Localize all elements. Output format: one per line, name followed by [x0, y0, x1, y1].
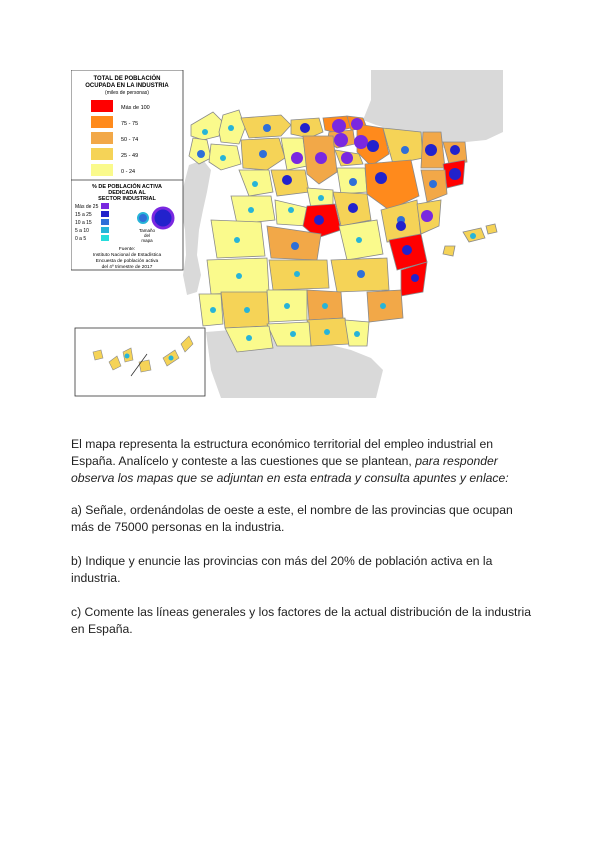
legend-swatch-0: [91, 100, 113, 112]
intro-paragraph: [71, 436, 531, 487]
legend-subtitle: (miles de personas): [105, 90, 149, 96]
question-c: [71, 604, 531, 638]
pct-swatch-0: [101, 203, 109, 209]
size-sample-small: [138, 213, 148, 223]
pct-title-3: SECTOR INDUSTRIAL: [98, 196, 156, 202]
map-legend: [71, 70, 183, 270]
question-b-text: b) Indique y enuncie las provincias con más del 20% de población activa en la industria.: [71, 554, 493, 585]
pct-label-0: Más de 25: [75, 204, 99, 210]
pct-label-2: 10 a 15: [75, 220, 92, 226]
legend-range-label-4: 0 - 24: [121, 169, 136, 175]
legend-range-label-2: 50 - 74: [121, 137, 139, 143]
question-b: [71, 553, 531, 587]
legend-range-label-1: 75 - 75: [121, 121, 139, 127]
intro-text: El mapa representa la estructura económico territorial del empleo industrial en España. Analícelo y conteste a las cuestiones que se plantean,: [71, 437, 494, 468]
pct-swatch-2: [101, 219, 109, 225]
industry-employment-map: [71, 70, 503, 398]
pct-title-1: % DE POBLACIÓN ACTIVA: [92, 184, 162, 190]
pct-label-1: 15 a 25: [75, 212, 92, 218]
pct-swatch-1: [101, 211, 109, 217]
pct-swatch-4: [101, 235, 109, 241]
size-caption-3: mapa: [141, 238, 153, 243]
size-caption-1: Tamaño: [138, 228, 156, 233]
size-sample-large: [153, 208, 173, 228]
legend-swatch-1: [91, 116, 113, 128]
legend-range-label-0: Más de 100: [121, 105, 150, 111]
legend-range-label-3: 25 - 49: [121, 153, 139, 159]
pct-title-2: DEDICADA AL: [108, 190, 146, 196]
size-caption-2: del: [143, 233, 151, 238]
source-4: del 4º trimestre de 2017: [101, 265, 153, 270]
question-a: [71, 502, 531, 536]
legend-title-2: OCUPADA EN LA INDUSTRIA: [85, 83, 169, 89]
pct-label-3: 5 a 10: [75, 228, 89, 234]
legend-swatch-3: [91, 148, 113, 160]
question-c-text: c) Comente las líneas generales y los factores de la actual distribución de la industria en España.: [71, 605, 531, 636]
source-3: Encuesta de población activa: [95, 259, 159, 264]
question-a-text: a) Señale, ordenándolas de oeste a este, el nombre de las provincias que ocupan más de 75000 personas en la industria.: [71, 503, 513, 534]
pct-swatch-3: [101, 227, 109, 233]
legend-title-1: TOTAL DE POBLACIÓN: [93, 76, 161, 82]
canary-islands-inset: [75, 328, 205, 396]
pct-label-4: 0 a 5: [75, 236, 87, 242]
source-1: Fuente:: [118, 247, 136, 252]
legend-swatch-4: [91, 164, 113, 176]
intro-italic-text: para responder observa los mapas que se adjuntan en esta entrada y consulta apuntes y enlace:: [71, 454, 509, 485]
source-2: Instituto Nacional de Estadística: [92, 253, 162, 258]
legend-swatch-2: [91, 132, 113, 144]
